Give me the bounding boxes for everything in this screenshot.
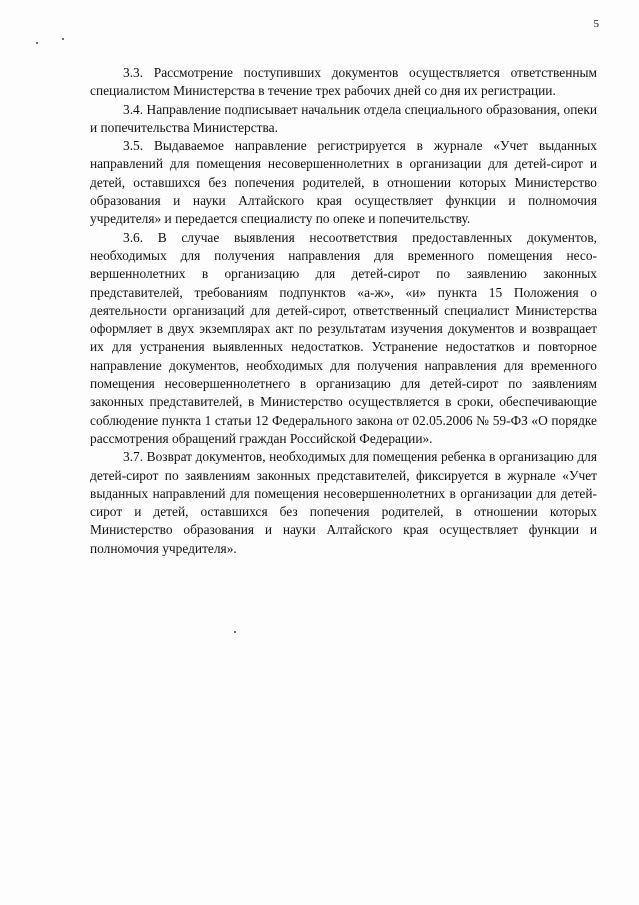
scan-speck: [36, 42, 38, 44]
paragraph-3-7: 3.7. Возврат документов, необходимых для помещения ребенка в организацию для детей-сирот по заявлениям законных представителей, фиксируется в журнале «Учет выданных направлений для помещения несовершеннолетних в организации для детей-сирот и детей, оставшихся без попечения родителей, в отношении которых Министерство образования и науки Алтайского края осуществляет функции и полномочия учредителя».: [90, 449, 597, 556]
paragraph-3-5: 3.5. Выдаваемое направление регистрируется в журнале «Учет выданных направлений для помещения несовершеннолетних в организации для детей-сирот и детей, оставшихся без попечения родителей, в отношении которых Министерство образования и науки Алтайского края осуществляет функции и полномочия учредителя» и передается специалисту по опеке и попечительству.: [90, 138, 597, 227]
paragraph-3-4: 3.4. Направление подписывает начальник отдела специального образования, опеки и попечительства Министерства.: [90, 101, 597, 135]
scan-speck: [62, 38, 64, 40]
paragraph-3-3: 3.3. Рассмотрение поступивших документов осуществляется ответственным специалистом Министерства в течение трех рабочих дней со дня их регистрации.: [90, 65, 597, 99]
scan-speck: [234, 631, 236, 633]
paragraph-3-6: 3.6. В случае выявления несоответствия предоставленных документов, необходимых для получения направления для временного помещения несовершеннолетних в организацию для детей-сирот по заявлению законных представителей, требованиям подпунктов «а-ж», «и» пункта 15 Положения о деятельности организаций для детей-сирот, ответственный специалист Министерства оформляет в двух экземплярах акт по результатам изучения документов и возвращает их для устранения выявленных недостатков. Устранение недостатков и повторное направление документов, необходимых для получения направления для временного помещения несовершеннолетнего в организацию для детей-сирот по заявлениям законных представителей, в Министерство осуществляется в сроки, обеспечивающие соблюдение пункта 1 статьи 12 Федерального закона от 02.05.2006 № 59-ФЗ «О порядке рассмотрения обращений граждан Российской Федерации».: [90, 229, 597, 446]
document-body: [90, 64, 597, 558]
page-number: 5: [593, 18, 599, 30]
